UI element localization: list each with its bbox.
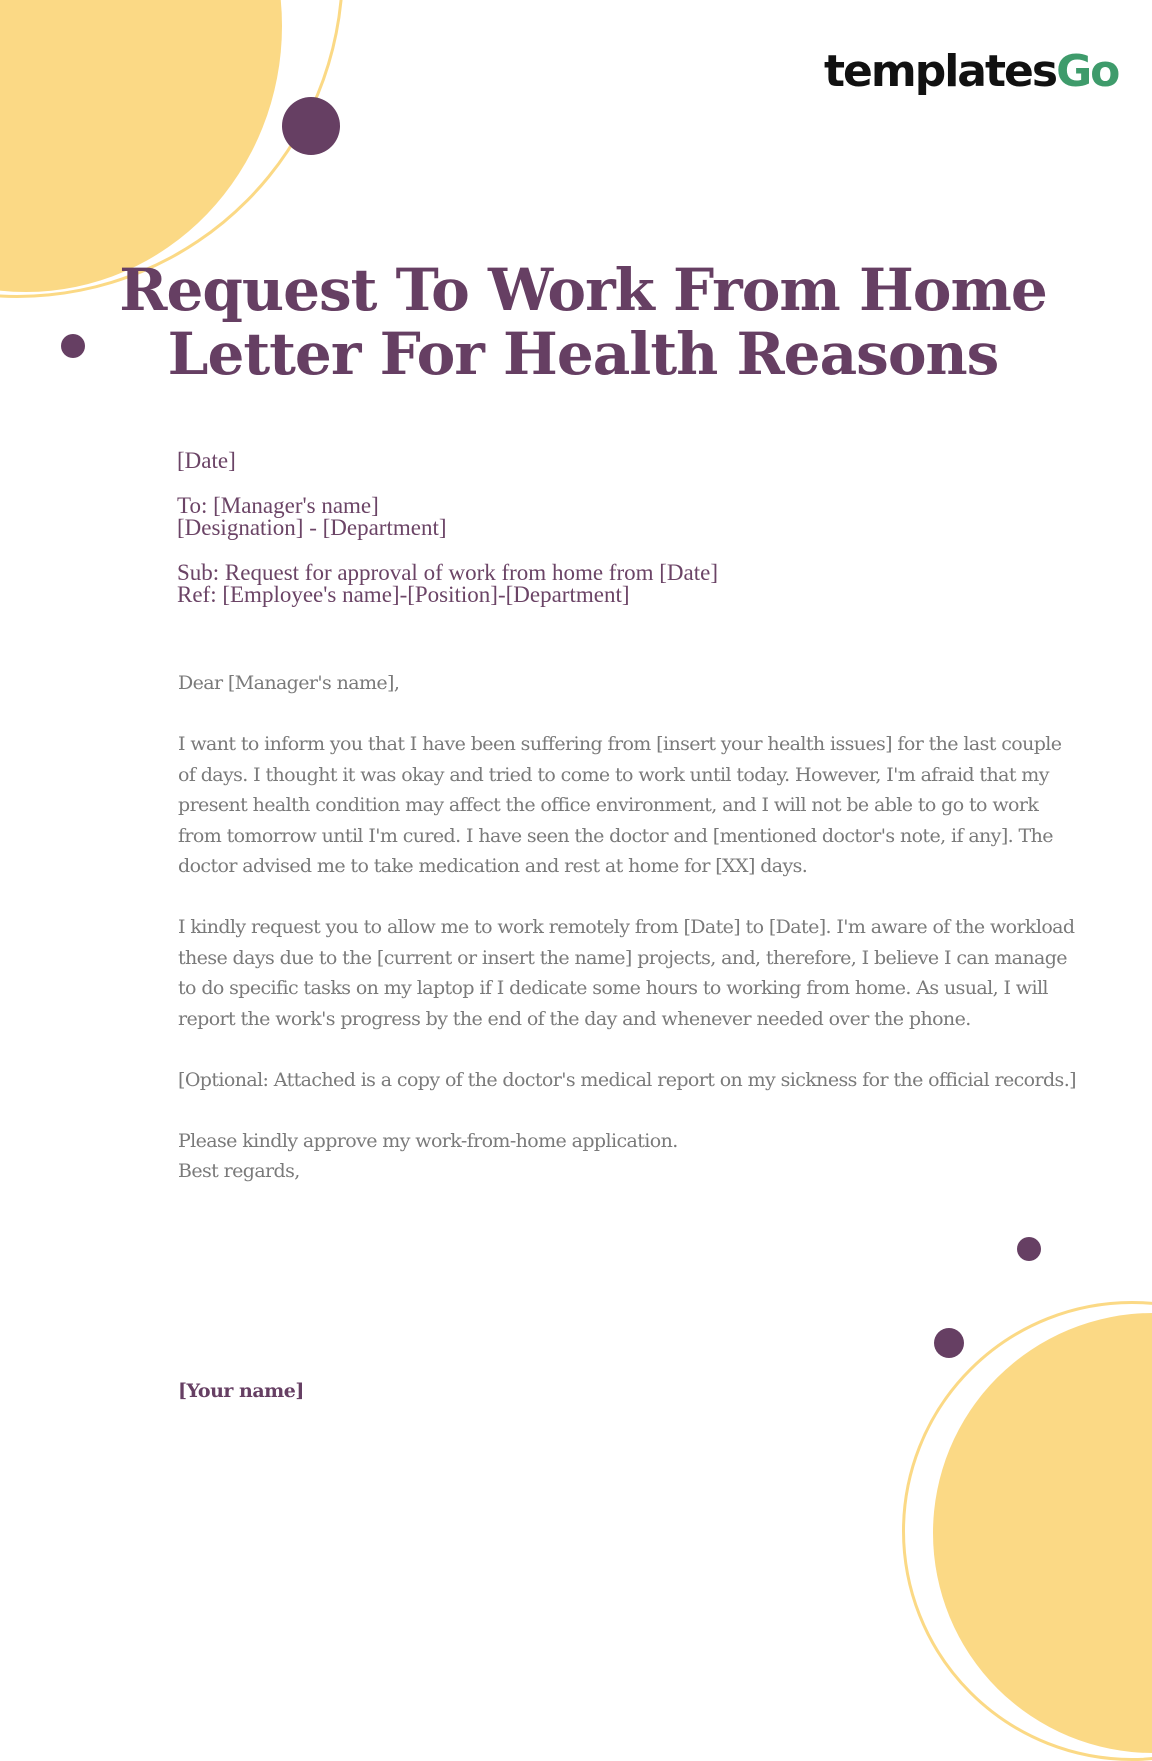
- title-line-2: Letter For Health Reasons: [167, 320, 999, 388]
- decorative-dot-small-right: [1017, 1237, 1041, 1261]
- logo-text-templates: templates: [824, 46, 1057, 97]
- body-paragraph-2: I kindly request you to allow me to work remotely from [Date] to [Date]. I'm aware of the workload these days due to the [current or insert the name] projects, and, therefore, I believe I can manage to do specific tasks on my laptop if I dedicate some hours to working from home. As usual, I will report the work's progress by the end of the day and whenever needed over the phone.: [178, 916, 1075, 1030]
- reference-line: Ref: [Employee's name]-[Position]-[Department]: [177, 582, 630, 607]
- closing-request: Please kindly approve my work-from-home application.: [178, 1129, 678, 1152]
- title-line-1: Request To Work From Home: [119, 256, 1047, 324]
- recipient-line: To: [Manager's name]: [177, 493, 379, 518]
- letter-header: [177, 450, 718, 606]
- decorative-dot-medium-right: [934, 1328, 964, 1358]
- salutation: Dear [Manager's name],: [178, 672, 400, 694]
- templatesgo-logo: [824, 44, 1118, 100]
- page-title: [0, 258, 1152, 386]
- signature-placeholder: [Your name]: [178, 1380, 304, 1402]
- decorative-circle-top-left: [0, 0, 282, 292]
- decorative-dot-large: [282, 97, 340, 155]
- letter-body: [178, 668, 1078, 1187]
- closing: Best regards,: [178, 1160, 300, 1182]
- body-paragraph-3: [Optional: Attached is a copy of the doctor's medical report on my sickness for the official records.]: [178, 1068, 1076, 1091]
- logo-text-go: Go: [1056, 46, 1119, 97]
- date-placeholder: [Date]: [177, 448, 236, 473]
- designation-line: [Designation] - [Department]: [177, 515, 447, 540]
- subject-line: Sub: Request for approval of work from home from [Date]: [177, 560, 718, 585]
- body-paragraph-1: I want to inform you that I have been suffering from [insert your health issues] for the last couple of days. I thought it was okay and tried to come to work until today. However, I'm afraid that my present health condition may affect the office environment, and I will not be able to go to work from tomorrow until I'm cured. I have seen the doctor and [mentioned doctor's note, if any]. The doctor advised me to take medication and rest at home for [XX] days.: [178, 733, 1062, 877]
